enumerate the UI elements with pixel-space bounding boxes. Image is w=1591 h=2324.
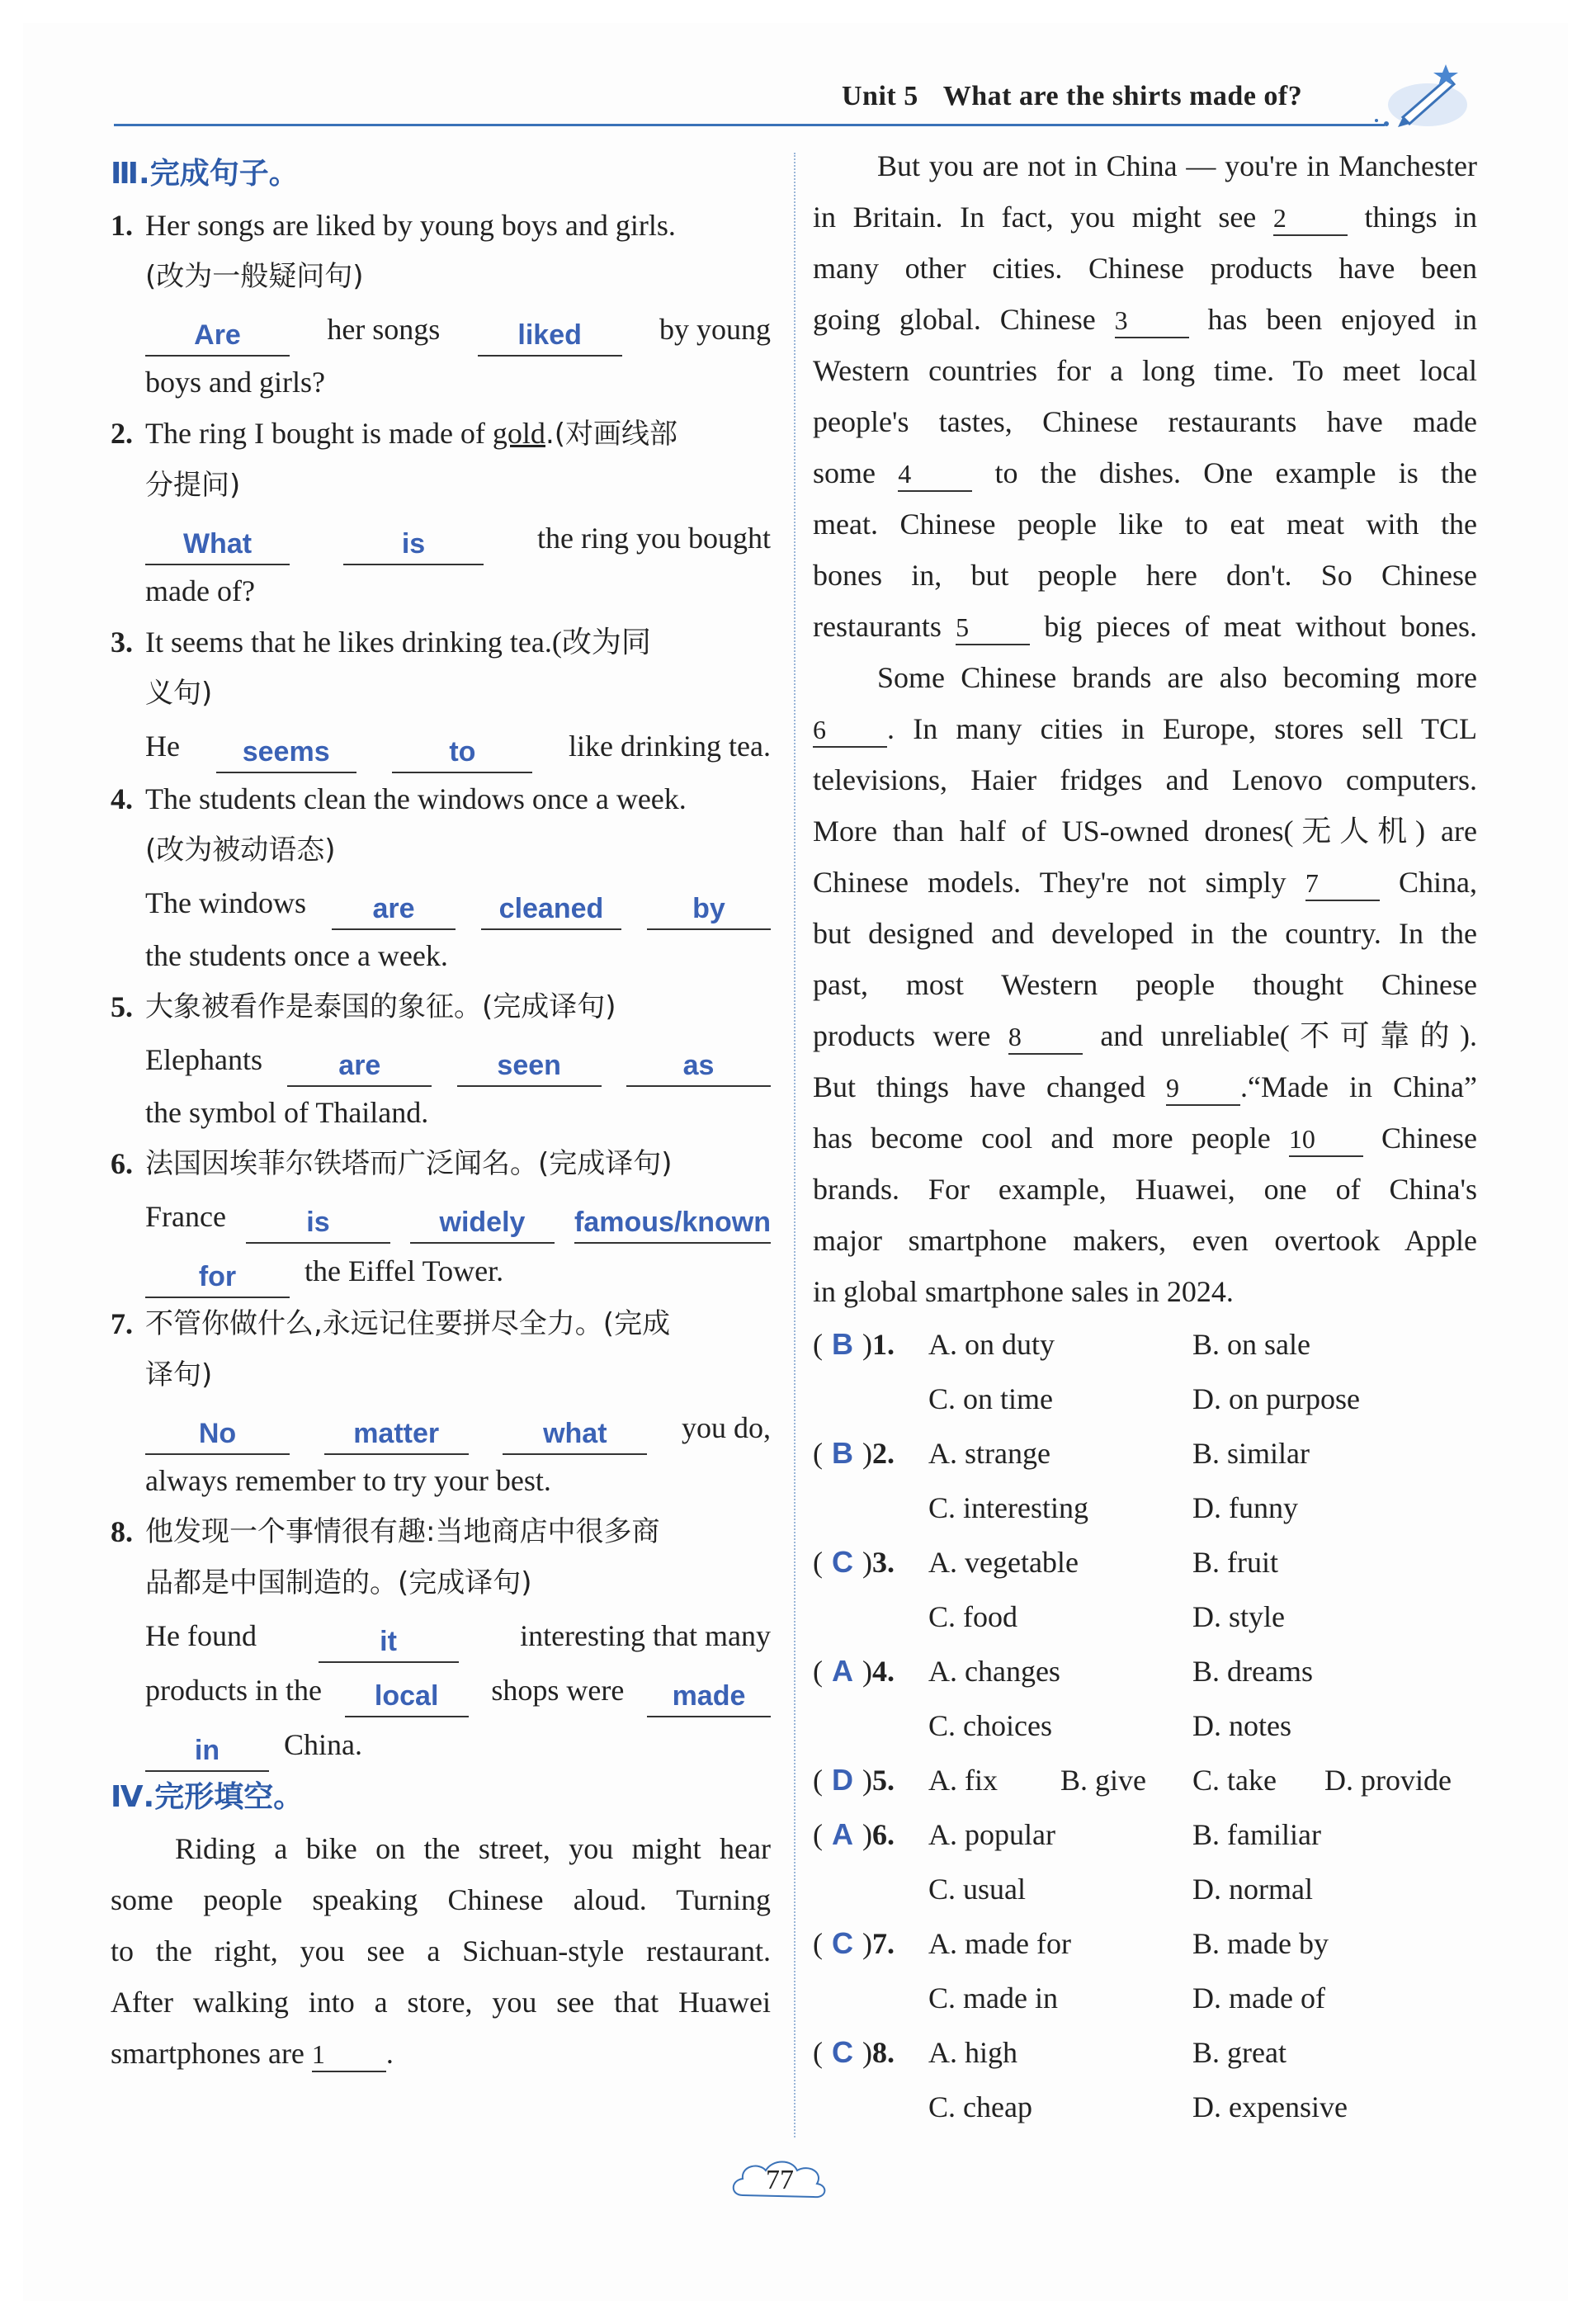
cloze-blank[interactable]: 5 [956,611,1030,645]
answer-line [145,1189,771,1244]
passage-text: .“Made in China” [1240,1070,1478,1103]
answer-blank[interactable]: are [332,889,456,930]
option-d[interactable]: D. on purpose [1192,1382,1360,1415]
option-c[interactable]: C. made in [928,1982,1058,2015]
answer-line [145,1032,771,1087]
question-1 [111,200,771,408]
left-column [111,149,771,2079]
question-instruction: .(对画线部 [545,418,678,451]
passage-line: Riding a bike on the street, you might hear [175,1832,771,1865]
option-a[interactable]: A. fix [928,1764,998,1797]
passage-text: and unreliable(不可靠的). [1100,1019,1478,1052]
passage-text: big pieces of meat without bones. [1044,610,1478,643]
option-b[interactable]: B. on sale [1192,1328,1310,1361]
cloze-blank[interactable]: 6 [813,713,887,748]
cloze-blank[interactable]: 2 [1273,201,1348,236]
passage-line: bones in, but people here don't. So Chinese [813,559,1477,592]
answer-line [145,1717,771,1772]
answer-line [111,302,771,357]
option-number: 5. [872,1764,895,1797]
option-c[interactable]: C. cheap [928,2090,1032,2123]
passage-text: Chinese [1381,1122,1477,1155]
answer-text: He [145,730,180,763]
option-row [813,1481,1477,1535]
question-number: 5. [111,990,133,1023]
option-c[interactable]: C. food [928,1600,1017,1633]
option-a[interactable]: A. strange [928,1437,1050,1470]
answer-choice[interactable]: C [832,2035,853,2069]
option-number: 3. [872,1546,895,1579]
passage-line: After walking into a store, you see that Huawei [111,1986,771,2019]
passage-line: brands. For example, Huawei, one of China's [813,1173,1477,1206]
answer-choice[interactable]: B [832,1327,853,1361]
answer-choice[interactable]: C [832,1545,853,1579]
answer-line [145,876,771,930]
passage-text: has been enjoyed in [1207,303,1477,336]
option-number: 6. [872,1818,895,1851]
unit-label: Unit 5 [842,81,918,111]
option-d[interactable]: D. notes [1192,1709,1291,1742]
passage-line: in global smartphone sales in 2024. [813,1275,1234,1308]
option-d[interactable]: D. provide [1324,1764,1452,1797]
passage-line: people's tastes, Chinese restaurants have made [813,405,1477,438]
question-instruction: (改为一般疑问句) [145,260,364,293]
answer-text: the Eiffel Tower. [305,1254,504,1287]
option-row: ( C )8. A. high B. great [813,2025,1477,2080]
answer-choice[interactable]: C [832,1926,853,1960]
passage-text: in Britain. In fact, you might see [813,201,1257,234]
cloze-blank[interactable]: 1 [312,2038,386,2072]
option-number: 8. [872,2036,895,2069]
answer-blank[interactable]: by [647,889,771,930]
answer-blank[interactable]: to [392,732,532,773]
answer-blank[interactable]: seems [216,732,356,773]
answer-blank[interactable]: are [287,1046,432,1087]
passage-text: smartphones are [111,2037,305,2070]
answer-text: her songs [327,313,441,346]
answer-text: like drinking tea. [569,730,771,763]
unit-title: What are the shirts made of? [942,81,1303,111]
option-row: ( B )1. A. on duty B. on sale [813,1317,1477,1372]
answer-blank[interactable]: is [343,524,484,565]
answer-choice[interactable]: D [832,1763,853,1797]
question-instruction: 义句) [145,677,213,710]
question-text: The students clean the windows once a week. [145,782,687,815]
answer-blank[interactable]: made [647,1676,771,1717]
cloze-blank[interactable]: 3 [1115,304,1189,338]
answer-line [145,1663,771,1717]
passage-line: More than half of US-owned drones(无人机) are [813,815,1477,848]
answer-blank[interactable]: Are [145,315,290,357]
option-b[interactable]: B. familiar [1192,1818,1321,1851]
question-text: 大象被看作是泰国的象征。(完成译句) [145,990,616,1023]
passage-line [813,447,1477,498]
passage-line: to the right, you see a Sichuan-style restaurant. [111,1934,771,1967]
option-d[interactable]: D. normal [1192,1873,1313,1906]
column-divider [794,153,796,2137]
question-8 [111,1506,771,1772]
passage-text: has become cool and more people [813,1122,1271,1155]
question-7 [111,1298,771,1506]
passage-text: . In many cities in Europe, stores sell TCL [887,712,1477,745]
question-instruction: (改为被动语态) [145,834,336,867]
answer-blank[interactable]: local [345,1676,469,1717]
passage-line: smartphones are 1 . [111,2028,771,2079]
option-c[interactable]: C. choices [928,1709,1052,1742]
question-number: 1. [111,209,133,242]
option-row [813,2080,1477,2134]
option-b[interactable]: B. similar [1192,1437,1310,1470]
option-d[interactable]: D. style [1192,1600,1285,1633]
option-number: 4. [872,1655,895,1688]
question-text: 不管你做什么,永远记住要拼尽全力。(完成 [145,1307,671,1340]
question-text: It seems that he likes drinking tea.(改为同 [145,626,651,659]
option-number: 1. [872,1328,895,1361]
option-row: ( B )2. A. strange B. similar [813,1426,1477,1481]
option-b[interactable]: B. made by [1192,1927,1329,1960]
answer-blank[interactable]: cleaned [481,889,621,930]
cloze-blank[interactable]: 10 [1289,1122,1363,1157]
section-3-title: Ⅲ.完成句子。 [111,157,299,191]
answer-text: you do, [681,1411,771,1444]
answer-text: France [145,1200,226,1233]
page-header [842,81,1302,112]
answer-line [145,1244,771,1298]
passage-line [813,294,1477,345]
answer-choice[interactable]: B [832,1436,853,1470]
answer-blank[interactable]: matter [324,1414,469,1455]
passage-line [813,191,1477,243]
answer-choice[interactable]: A [832,1817,853,1851]
passage-line: major smartphone makers, even overtook Apple [813,1224,1477,1257]
answer-choice[interactable]: A [832,1654,853,1688]
passage-line: Some Chinese brands are also becoming more [877,661,1477,694]
passage-line: televisions, Haier fridges and Lenovo computers. [813,763,1477,796]
question-instruction: 分提问) [145,469,241,502]
answer-text: by young [659,313,771,346]
answer-blank[interactable]: What [145,524,290,565]
cloze-blank[interactable]: 4 [898,457,972,492]
answer-line [145,1401,771,1455]
answer-line [145,511,771,565]
option-d[interactable]: D. funny [1192,1491,1298,1524]
passage-line [813,1061,1477,1112]
passage-line: But you are not in China — you're in Manchester [877,149,1477,182]
option-row: ( D )5. A. fix B. give C. take D. provide [813,1753,1477,1807]
option-a[interactable]: A. vegetable [928,1546,1079,1579]
section-4-title: Ⅳ.完形填空。 [111,1780,304,1814]
question-instruction: 译句) [145,1358,213,1391]
passage-text: to the dishes. One example is the [994,456,1478,489]
passage-text: going global. Chinese [813,303,1096,336]
passage-line: Western countries for a long time. To meet local [813,354,1477,387]
option-row [813,1971,1477,2025]
passage-line: many other cities. Chinese products have been [813,252,1477,285]
option-d[interactable]: D. made of [1192,1982,1325,2015]
option-b[interactable]: B. fruit [1192,1546,1278,1579]
answer-blank[interactable]: as [626,1046,771,1087]
answer-text: interesting that many [520,1619,771,1652]
answer-text: made of? [145,574,255,607]
answer-text: always remember to try your best. [145,1464,551,1497]
option-c[interactable]: C. usual [928,1873,1027,1906]
cloze-blank[interactable]: 9 [1166,1071,1240,1106]
option-number: 2. [872,1437,895,1470]
option-a[interactable]: A. changes [928,1655,1060,1688]
answer-text: He found [145,1619,257,1652]
answer-blank[interactable]: No [145,1414,290,1455]
passage-text: things in [1364,201,1478,234]
question-text: 他发现一个事情很有趣:当地商店中很多商 [145,1515,660,1548]
answer-blank[interactable]: for [145,1257,290,1298]
passage-line [813,857,1477,908]
passage-line [813,601,1477,652]
option-c[interactable]: C. interesting [928,1491,1088,1524]
answer-text: boys and girls? [145,366,325,399]
option-b[interactable]: B. dreams [1192,1655,1313,1688]
option-d[interactable]: D. expensive [1192,2090,1348,2123]
pencil-star-icon [1370,59,1469,134]
option-row: ( C )3. A. vegetable B. fruit [813,1535,1477,1589]
passage-text: Chinese models. They're not simply [813,866,1286,899]
cloze-blank[interactable]: 7 [1305,867,1380,901]
question-number: 7. [111,1307,133,1340]
passage-text: products were [813,1019,991,1052]
question-2 [111,408,771,616]
option-c[interactable]: C. on time [928,1382,1053,1415]
option-row: ( C )7. A. made for B. made by [813,1916,1477,1971]
answer-text: China. [284,1728,362,1761]
option-row [813,1698,1477,1753]
passage-text: some [813,456,876,489]
right-column [813,140,1477,2134]
option-row [813,1589,1477,1644]
answer-text: the students once a week. [145,939,448,972]
page-number [726,2156,833,2205]
answer-blank[interactable]: is [246,1202,390,1244]
option-a[interactable]: A. made for [928,1927,1071,1960]
answer-text: shops were [491,1674,625,1707]
option-row: ( A )6. A. popular B. familiar [813,1807,1477,1862]
question-text: The ring I bought is made of [145,417,493,450]
question-number: 2. [111,417,133,450]
passage-line: but designed and developed in the country. In the [813,917,1477,950]
option-a[interactable]: A. on duty [928,1328,1055,1361]
answer-text: products in the [145,1674,322,1707]
question-instruction: 品都是中国制造的。(完成译句) [145,1566,532,1599]
passage-line: some people speaking Chinese aloud. Turning [111,1883,771,1916]
option-row [813,1372,1477,1426]
cloze-blank[interactable]: 8 [1008,1020,1083,1055]
question-text: Her songs are liked by young boys and girls. [145,209,676,242]
underlined-word: gold [492,417,545,450]
option-b[interactable]: B. give [1060,1764,1146,1797]
answer-text: Elephants [145,1043,262,1076]
option-row: ( A )4. A. changes B. dreams [813,1644,1477,1698]
answer-blank[interactable]: widely [410,1202,555,1244]
answer-text: The windows [145,886,306,919]
passage-text: China, [1399,866,1478,899]
answer-line [145,1608,771,1663]
passage-line: past, most Western people thought Chinese [813,968,1477,1001]
passage-line: meat. Chinese people like to eat meat with the [813,508,1477,541]
passage-text: But things have changed [813,1070,1145,1103]
option-b[interactable]: B. great [1192,2036,1286,2069]
question-5 [111,981,771,1138]
answer-blank[interactable]: what [503,1414,647,1455]
answer-text: the symbol of Thailand. [145,1096,429,1129]
passage-line [813,703,1477,754]
option-row [813,1862,1477,1916]
answer-blank[interactable]: famous/known [574,1202,771,1244]
answer-text: the ring you bought [537,522,771,555]
passage-line [813,1112,1477,1164]
page-number-text: 77 [766,2165,794,2195]
option-a[interactable]: A. high [928,2036,1017,2069]
question-number: 4. [111,782,133,815]
answer-blank[interactable]: seen [457,1046,602,1087]
option-c[interactable]: C. take [1192,1764,1277,1797]
question-number: 8. [111,1515,133,1548]
question-number: 6. [111,1147,133,1180]
question-6 [111,1138,771,1298]
header-rule [114,124,1385,126]
question-number: 3. [111,626,133,659]
option-a[interactable]: A. popular [928,1818,1055,1851]
answer-line [145,719,771,773]
passage-line [813,1010,1477,1061]
options-list [813,1317,1477,2134]
question-4 [111,773,771,981]
question-text: 法国因埃菲尔铁塔而广泛闻名。(完成译句) [145,1147,673,1180]
question-3 [111,616,771,773]
answer-blank[interactable]: liked [478,315,622,357]
passage-text: restaurants [813,610,942,643]
answer-blank[interactable]: in [145,1731,269,1772]
answer-blank[interactable]: it [319,1622,459,1663]
option-number: 7. [872,1927,895,1960]
